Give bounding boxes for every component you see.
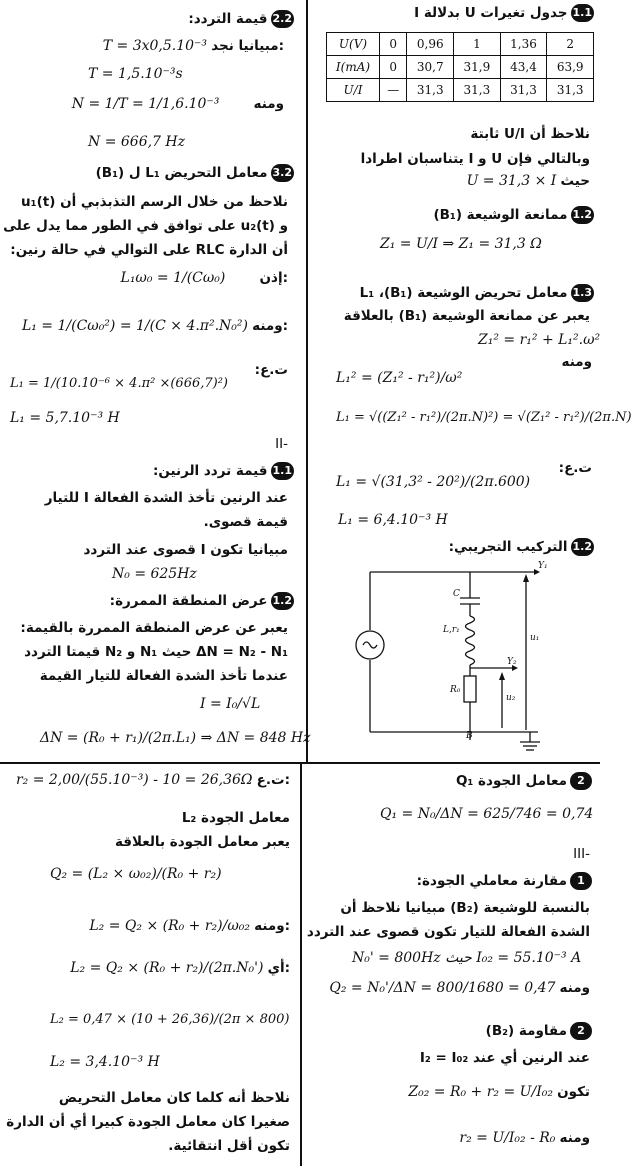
text-line: ت.ع: (254, 362, 288, 378)
label-b: B (466, 731, 473, 741)
table-row (327, 79, 594, 102)
label-c: C (453, 589, 460, 599)
table-cell: 63,9 (547, 56, 594, 79)
row-header: U(V) (327, 33, 380, 56)
table-cell: 31,9 (454, 56, 501, 79)
text-line: يعبر معامل الجودة بالعلاقة (114, 834, 290, 850)
equation-line: Q₁ = N₀/ΔN = 625/746 = 0,74 (380, 806, 594, 822)
equation-line: N₀ = 625Hz (112, 566, 197, 582)
text-line: مبيانيا تكون I قصوى عند التردد (83, 542, 288, 558)
text-line: نلاحظ أنه كلما كان معامل التحريض (58, 1090, 290, 1106)
text-line: عند الرنين أي عند I₂ = I₀₂ (419, 1050, 590, 1066)
equation-line: L₁ = √((Z₁² - r₁²)/(2π.N)²) = √(Z₁² - r₁²)/(2π.N) (336, 410, 632, 425)
equation-line: Q₂ = N₀'/ΔN = 800/1680 = 0,47 ومنه (329, 980, 590, 996)
equation-line: ΔN = (R₀ + r₁)/(2π.L₁) ⇒ ΔN = 848 Hz (40, 730, 311, 746)
table-cell: 1 (454, 33, 501, 56)
label-r: R₀ (450, 685, 461, 695)
label-y2: Y₂ (507, 657, 517, 667)
table-cell: 0 (380, 33, 407, 56)
equation-line: L₂ = Q₂ × (R₀ + r₂)/ω₀₂ ومنه: (89, 918, 290, 934)
equation-line: L₂ = Q₂ × (R₀ + r₂)/(2π.N₀') أي: (70, 960, 290, 976)
section-number: 3.2 (271, 164, 295, 182)
text-line: ΔN = N₂ - N₁ حيث N₁ و N₂ قيمتا التردد (24, 644, 288, 660)
equation-line: T = 1,5.10⁻³s (88, 66, 183, 82)
equation-line: Z₁ = U/I ⇒ Z₁ = 31,3 Ω (380, 236, 542, 252)
table-row (327, 56, 594, 79)
section-number: 1 (570, 872, 592, 890)
text-line: يعبر عن عرض المنطقة الممررة بالقيمة: (20, 620, 288, 636)
equation-line: I = I₀/√L (200, 696, 261, 712)
text-line: عند الرنين تأخذ الشدة الفعالة I للتيار (44, 490, 288, 506)
text-line: ومنه (561, 354, 592, 370)
label-u2: u₂ (506, 693, 516, 703)
text-line: معامل الجودة L₂ (181, 810, 290, 826)
table-cell: 30,7 (407, 56, 454, 79)
text-line: و u₂(t) على توافق في الطور مما يدل على (3, 218, 288, 234)
part-label: -II (275, 436, 288, 452)
heading-table: 1.1جدول تغيرات U بدلالة I (414, 5, 592, 21)
equation-line: r₂ = 2,00/(55.10⁻³) - 10 = 26,36Ω ت.ع: (15, 772, 290, 788)
table-cell: 1,36 (500, 33, 547, 56)
row-header: U/I (327, 79, 380, 102)
heading-quality-q1: 2معامل الجودة Q₁ (456, 772, 592, 790)
equation-line: Z₀₂ = R₀ + r₂ = U/I₀₂ تكون (408, 1084, 590, 1100)
section-number: 2 (570, 772, 592, 790)
text-line: ت.ع: (558, 460, 592, 476)
equation-line: U = 31,3 × I حيث (466, 173, 590, 189)
section-number: 1.2 (571, 206, 595, 224)
column-divider-top (306, 0, 308, 762)
table-cell: 0 (380, 56, 407, 79)
text-line: الشدة الفعالة للتيار تكون قصوى عند التردد (306, 924, 590, 940)
equation-line: L₁ = 5,7.10⁻³ H (10, 410, 120, 426)
table-cell: 31,3 (454, 79, 501, 102)
equation-line: L₂ = 0,47 × (10 + 26,36)/(2π × 800) (50, 1012, 290, 1027)
section-number: 2.2 (271, 10, 295, 28)
table-cell: 43,4 (500, 56, 547, 79)
text-line: أن الدارة RLC على التوالي في حالة رنين: (10, 242, 288, 258)
label-y1: Y₁ (538, 561, 548, 571)
equation-line: L₁ = √(31,3² - 20²)/(2π.600) (336, 474, 531, 490)
equation-line: T = 3x0,5.10⁻³ مبيانيا نجد: (102, 38, 284, 54)
heading-impedance: 1.2ممانعة الوشيعة (B₁) (433, 207, 592, 223)
equation-line: L₁ = 1/(Cω₀²) = 1/(C × 4.π².N₀²) ومنه: (21, 318, 288, 334)
section-number: 1.2 (571, 538, 595, 556)
label-u1: u₁ (530, 633, 540, 643)
equation-line: N₀' = 800Hz حيث I₀₂ = 55.10⁻³ A (352, 950, 582, 966)
text-line: نلاحظ أن U/I ثابتة (470, 126, 590, 142)
equation-line: N = 666,7 Hz (88, 134, 185, 150)
heading-compare: 1مقارنة معاملي الجودة: (417, 872, 592, 890)
heading-resonance: 1.1قيمة تردد الرنين: (152, 463, 292, 479)
text-line: عندما تأخذ الشدة الفعالة للتيار القيمة (39, 668, 288, 684)
section-number: 1.2 (271, 592, 295, 610)
heading-resistance: 2مقاومة (B₂) (486, 1022, 592, 1040)
equation-line: L₁² = (Z₁² - r₁²)/ω² (336, 370, 463, 386)
table-cell: 31,3 (547, 79, 594, 102)
table-row (327, 33, 594, 56)
heading-frequency: 2.2قيمة التردد: (188, 11, 292, 27)
text-line: وبالتالي فإن U و I يتناسبان اطرادا (360, 151, 590, 167)
equation-line: L₁ = 1/(10.10⁻⁶ × 4.π² ×(666,7)²) (10, 376, 228, 391)
table-cell: 31,3 (407, 79, 454, 102)
table-cell: — (380, 79, 407, 102)
text-line: تكون أقل انتقائية. (168, 1138, 290, 1154)
table-cell: 31,3 (500, 79, 547, 102)
section-number: 1.1 (271, 462, 295, 480)
equation-line: N = 1/T = 1/1,6.10⁻³ ومنه (71, 96, 284, 112)
text-line: نلاحظ من خلال الرسم التذبذبي أن u₁(t) (21, 194, 288, 210)
equation-line: r₂ = U/I₀₂ - R₀ ومنه (459, 1130, 590, 1146)
row-header: I(mA) (327, 56, 380, 79)
label-l: L,r₁ (443, 625, 460, 635)
section-number: 2 (570, 1022, 592, 1040)
part-label: -III (573, 846, 590, 862)
text-line: قيمة قصوى. (203, 514, 288, 530)
circuit-diagram (330, 560, 560, 756)
table-cell: 2 (547, 33, 594, 56)
heading-setup: 1.2التركيب التجريبي: (448, 539, 592, 555)
text-line: بالنسبة للوشيعة (B₂) مبيانيا نلاحظ أن (340, 900, 590, 916)
measurement-table (326, 32, 594, 102)
equation-line: L₁ = 6,4.10⁻³ H (338, 512, 448, 528)
equation-line: Z₁² = r₁² + L₁².ω² (478, 332, 601, 348)
equation-line: L₁ω₀ = 1/(Cω₀) إذن: (120, 270, 288, 286)
text-line: صغيرا كان معامل الجودة كبيرا أي أن الدارة (6, 1114, 290, 1130)
table-cell: 0,96 (407, 33, 454, 56)
text-line: يعبر عن ممانعة الوشيعة (B₁) بالعلاقة (343, 308, 590, 324)
section-number: 1.1 (571, 4, 595, 22)
heading-bandwidth: 1.2عرض المنطقة الممررة: (109, 593, 292, 609)
heading-inductance: 1.3معامل تحريض الوشيعة (B₁)، L₁ (359, 285, 592, 301)
equation-line: L₂ = 3,4.10⁻³ H (50, 1054, 160, 1070)
section-number: 1.3 (571, 284, 595, 302)
equation-line: Q₂ = (L₂ × ω₀₂)/(R₀ + r₂) (50, 866, 222, 882)
heading-inductance-l1: 3.2معامل التحريض L₁ ل (B₁) (95, 165, 292, 181)
column-divider-bottom (300, 764, 302, 1166)
